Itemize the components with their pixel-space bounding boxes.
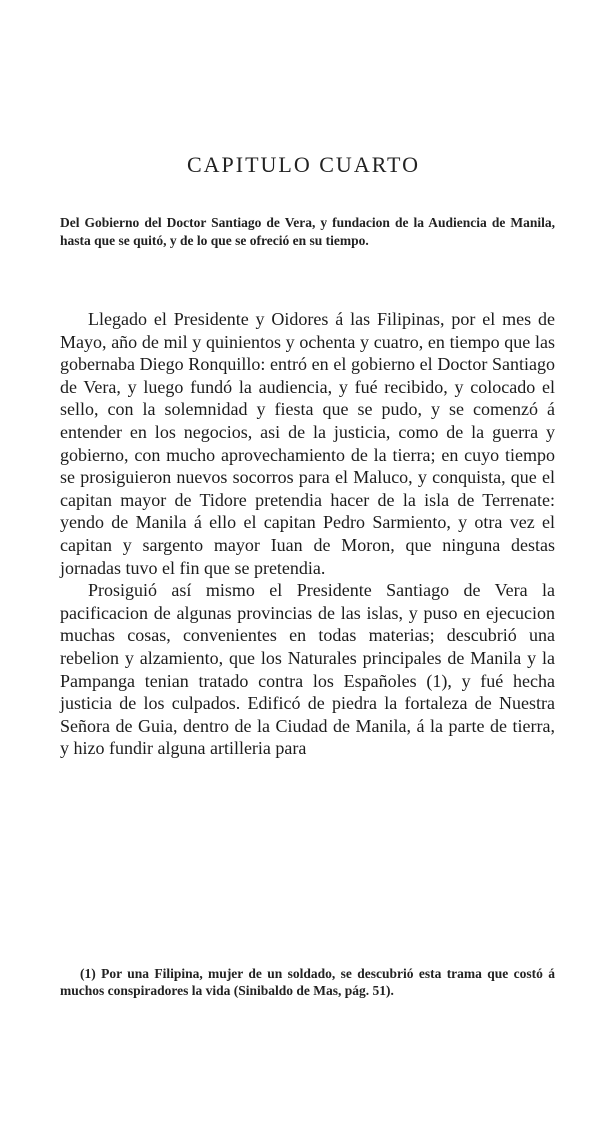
body-paragraph-1: Llegado el Presidente y Oidores á las Filipinas, por el mes de Mayo, año de mil y quinientos y ochenta y cuatro, en tiempo que las gobernaba Diego Ronquillo: entró en el gobierno el Doctor Santiago de Vera, y luego fundó la audiencia, y fué recibido, y colocado el sello, con la solemnidad y fiesta que se pudo, y se comenzó á entender en los negocios, asi de la justicia, como de la guerra y gobierno, con mucho aprovechamiento de la tierra; en cuyo tiempo se prosiguieron nuevos socorros para el Maluco, y conquista, que el capitan mayor de Tidore pretendia hacer de la isla de Terrenate: yendo de Manila á ello el capitan Pedro Sarmiento, y otra vez el capitan y sargento mayor Iuan de Moron, que ninguna destas jornadas tuvo el fin que se pretendia. <box>60 309 555 578</box>
chapter-summary: Del Gobierno del Doctor Santiago de Vera, y fundacion de la Audiencia de Manila, hasta que se quitó, y de lo que se ofreció en su tiempo. <box>60 215 555 248</box>
footnote: (1) Por una Filipina, mujer de un soldado, se descubrió esta trama que costó á muchos conspiradores la vida (Sinibaldo de Mas, pág. 51). <box>60 966 555 998</box>
body-paragraph-2: Prosiguió así mismo el Presidente Santiago de Vera la pacificacion de algunas provincias de las islas, y puso en ejecucion muchas cosas, convenientes en todas materias; descubrió una rebelion y alzamiento, que los Naturales principales de Manila y la Pampanga tenian tratado contra los Españoles (1), y fué hecha justicia de los culpados. Edificó de piedra la fortaleza de Nuestra Señora de Guia, dentro de la Ciudad de Manila, á la parte de tierra, y hizo fundir alguna artilleria para <box>60 580 555 759</box>
chapter-body <box>60 308 555 760</box>
chapter-title: CAPITULO CUARTO <box>186 152 420 177</box>
